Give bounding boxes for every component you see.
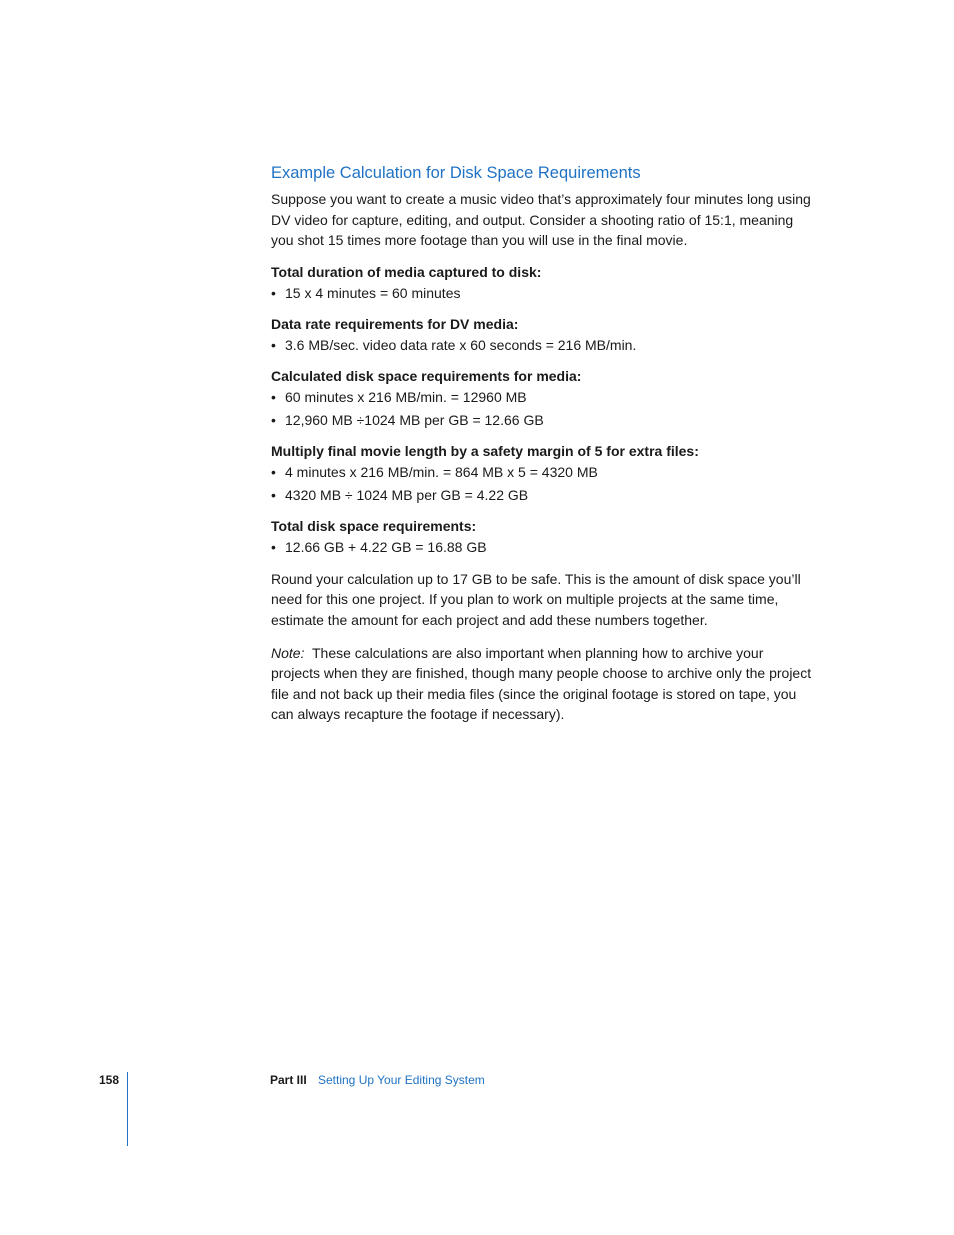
block-calculated-disk-space xyxy=(271,366,816,430)
bullet-icon: • xyxy=(271,336,276,353)
block-heading: Multiply final movie length by a safety margin of 5 for extra files: xyxy=(271,442,699,459)
bullet-icon: • xyxy=(271,284,276,301)
note-text: These calculations are also important when planning how to archive your projects when they are finished, though many people choose to archive only the project file and not back up their media files (since the original footage is stored on tape, you can always recapture the footage if necessary). xyxy=(271,644,812,723)
note-label: Note: xyxy=(271,644,305,661)
list-item-text: 12.66 GB + 4.22 GB = 16.88 GB xyxy=(285,538,487,555)
round-paragraph: Round your calculation up to 17 GB to be safe. This is the amount of disk space you’ll need for this one project. If you plan to work on multiple projects at the same time, estimate the amount for each project and add these numbers together. xyxy=(271,570,801,628)
list-item xyxy=(271,537,816,557)
list-item xyxy=(271,335,816,355)
list-item xyxy=(271,387,816,407)
block-total-disk-space xyxy=(271,516,816,557)
footer-chapter-title: Setting Up Your Editing System xyxy=(318,1073,485,1087)
block-heading: Calculated disk space requirements for media: xyxy=(271,367,582,384)
list-item-text: 4 minutes x 216 MB/min. = 864 MB x 5 = 4320 MB xyxy=(285,463,598,480)
block-heading: Data rate requirements for DV media: xyxy=(271,315,519,332)
list-item-text: 3.6 MB/sec. video data rate x 60 seconds = 216 MB/min. xyxy=(285,336,637,353)
bullet-icon: • xyxy=(271,486,276,503)
bullet-icon: • xyxy=(271,463,276,480)
list-item-text: 15 x 4 minutes = 60 minutes xyxy=(285,284,461,301)
block-total-duration xyxy=(271,262,816,303)
bullet-list xyxy=(271,283,816,303)
footer-part-label: Part III xyxy=(270,1073,307,1087)
page-content xyxy=(271,163,816,725)
list-item xyxy=(271,462,816,482)
bullet-icon: • xyxy=(271,538,276,555)
page-number: 158 xyxy=(99,1073,120,1087)
intro-paragraph: Suppose you want to create a music video that’s approximately four minutes long using DV video for capture, editing, and output. Consider a shooting ratio of 15:1, meaning you shot 15 times more footage than you will use in the final movie. xyxy=(271,191,811,249)
section-title: Example Calculation for Disk Space Requirements xyxy=(271,164,641,182)
bullet-list xyxy=(271,335,816,355)
block-data-rate xyxy=(271,314,816,355)
list-item-text: 60 minutes x 216 MB/min. = 12960 MB xyxy=(285,388,527,405)
bullet-list xyxy=(271,387,816,430)
bullet-list xyxy=(271,462,816,505)
list-item xyxy=(271,485,816,505)
block-safety-margin xyxy=(271,441,816,505)
list-item xyxy=(271,410,816,430)
block-heading: Total duration of media captured to disk: xyxy=(271,263,542,280)
note-paragraph xyxy=(271,643,816,725)
block-heading: Total disk space requirements: xyxy=(271,517,477,534)
bullet-list xyxy=(271,537,816,557)
bullet-icon: • xyxy=(271,388,276,405)
footer-divider xyxy=(127,1072,128,1146)
list-item-text: 12,960 MB ÷1024 MB per GB = 12.66 GB xyxy=(285,411,544,428)
bullet-icon: • xyxy=(271,411,276,428)
list-item-text: 4320 MB ÷ 1024 MB per GB = 4.22 GB xyxy=(285,486,529,503)
list-item xyxy=(271,283,816,303)
